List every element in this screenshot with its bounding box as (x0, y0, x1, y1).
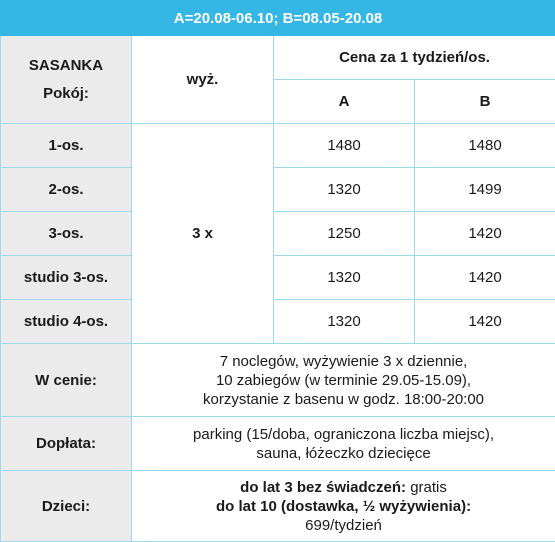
price-a-cell (274, 256, 415, 300)
extra-text-cell (132, 417, 555, 471)
price-label: Cena za 1 tydzień/os. (339, 49, 490, 66)
price-b: 1420 (468, 313, 501, 330)
kids-text-cell (132, 471, 555, 542)
col-b-label: B (480, 93, 491, 110)
room-name-cell (1, 124, 132, 168)
room-name: 1-os. (48, 137, 83, 154)
price-b-cell (415, 124, 555, 168)
season-banner (1, 1, 555, 36)
room-name: 2-os. (48, 181, 83, 198)
header-col-b (415, 80, 555, 124)
header-room-cell (1, 36, 132, 124)
season-banner-text: A=20.08-06.10; B=08.05-20.08 (174, 10, 382, 27)
price-a-cell (274, 168, 415, 212)
table-row (1, 212, 555, 256)
included-line: 7 noclegów, wyżywienie 3 x dziennie, (136, 352, 551, 371)
price-a: 1320 (327, 269, 360, 286)
price-b: 1420 (468, 225, 501, 242)
kids-label-cell (1, 471, 132, 542)
room-label: Pokój: (5, 80, 127, 108)
room-name-cell (1, 168, 132, 212)
kids-line-1-bold: do lat 3 bez świadczeń: (240, 479, 406, 496)
kids-line-2 (136, 497, 551, 516)
header-price-cell (274, 36, 555, 80)
room-name: studio 3-os. (24, 269, 108, 286)
price-b-cell (415, 212, 555, 256)
room-name-cell (1, 256, 132, 300)
header-col-a (274, 80, 415, 124)
included-line: korzystanie z basenu w godz. 18:00-20:00 (136, 390, 551, 409)
extra-line: parking (15/doba, ograniczona liczba miejsc), (136, 425, 551, 444)
kids-line-1 (136, 478, 551, 497)
price-a: 1250 (327, 225, 360, 242)
table-row (1, 300, 555, 344)
col-a-label: A (339, 93, 350, 110)
room-name-cell (1, 212, 132, 256)
price-a: 1320 (327, 313, 360, 330)
price-b: 1480 (468, 137, 501, 154)
included-text-cell (132, 344, 555, 417)
table-row (1, 168, 555, 212)
table-row (1, 256, 555, 300)
price-a-cell (274, 300, 415, 344)
extra-line: sauna, łóżeczko dziecięce (136, 444, 551, 463)
included-label-cell (1, 344, 132, 417)
price-b: 1499 (468, 181, 501, 198)
room-name: 3-os. (48, 225, 83, 242)
price-a: 1480 (327, 137, 360, 154)
price-a-cell (274, 124, 415, 168)
meals-value-cell (132, 124, 274, 344)
price-b-cell (415, 168, 555, 212)
kids-line-2-bold: do lat 10 (dostawka, ½ wyżywienia): (216, 498, 471, 515)
price-b: 1420 (468, 269, 501, 286)
meals-label: wyż. (187, 71, 219, 88)
kids-line-3: 699/tydzień (136, 516, 551, 535)
room-name: studio 4-os. (24, 313, 108, 330)
price-a: 1320 (327, 181, 360, 198)
price-b-cell (415, 300, 555, 344)
extra-label-cell (1, 417, 132, 471)
kids-label: Dzieci: (42, 498, 90, 515)
table-row (1, 124, 555, 168)
price-b-cell (415, 256, 555, 300)
header-meals-cell (132, 36, 274, 124)
meals-value: 3 x (192, 225, 213, 242)
price-a-cell (274, 212, 415, 256)
included-line: 10 zabiegów (w terminie 29.05-15.09), (136, 371, 551, 390)
room-name-cell (1, 300, 132, 344)
included-label: W cenie: (35, 372, 97, 389)
hotel-name: SASANKA (5, 52, 127, 80)
kids-line-1-rest: gratis (406, 479, 447, 496)
extra-label: Dopłata: (36, 435, 96, 452)
